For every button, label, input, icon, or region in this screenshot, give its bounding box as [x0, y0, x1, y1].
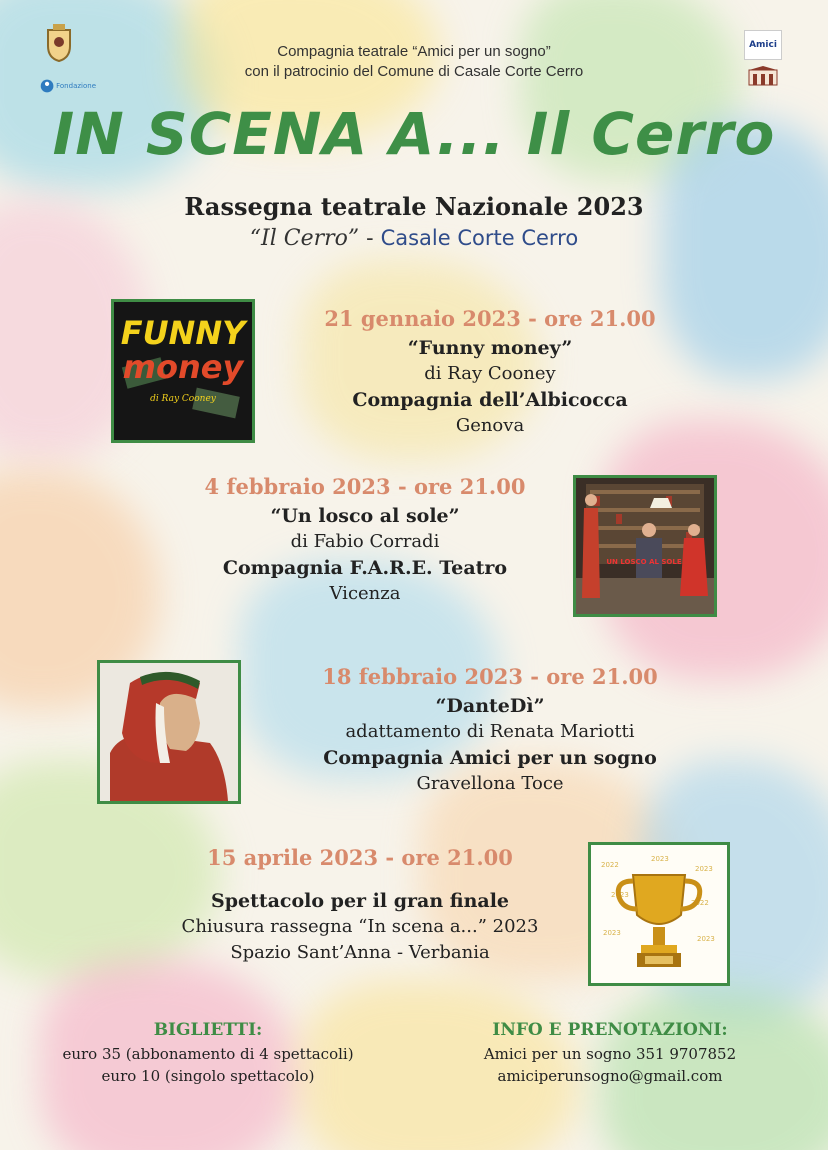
event-3 [300, 664, 680, 797]
funny-money-thumb-title [114, 316, 252, 384]
event-2-author: di Fabio Corradi [290, 531, 440, 552]
event-1 [300, 306, 680, 439]
main-title: IN SCENA A... Il Cerro [52, 100, 776, 168]
svg-text:2023: 2023 [603, 929, 621, 937]
header-line-2: con il patrocinio del Comune di Casale Corte Cerro [244, 63, 584, 80]
funny-word: FUNNY [120, 314, 246, 352]
event-2-date: 4 febbraio 2023 - ore 21.00 [204, 474, 526, 499]
event-4-venue: Spazio Sant’Anna - Verbania [230, 942, 490, 963]
header-credits [0, 42, 828, 82]
event-1-city: Genova [455, 415, 525, 436]
event-2-company: Compagnia F.A.R.E. Teatro [222, 557, 508, 579]
header-line-1: Compagnia teatrale “Amici per un sogno” [277, 43, 551, 60]
event-3-title: “DanteDì” [435, 695, 545, 717]
contact-email[interactable]: amiciperunsogno@gmail.com [497, 1067, 723, 1085]
event-4-title: Spettacolo per il gran finale [210, 890, 510, 912]
funny-money-poster-image [111, 299, 255, 443]
svg-text:2022: 2022 [601, 861, 619, 869]
venue-name: “Il Cerro” [249, 226, 360, 251]
trophy-image [588, 842, 730, 986]
un-losco-thumb-title: UN LOSCO AL SOLE [606, 558, 682, 566]
event-1-author: di Ray Cooney [424, 363, 556, 384]
event-3-author: adattamento di Renata Mariotti [345, 721, 635, 742]
event-3-date: 18 febbraio 2023 - ore 21.00 [322, 664, 658, 689]
tickets-line-1: euro 35 (abbonamento di 4 spettacoli) [62, 1045, 354, 1063]
event-1-company: Compagnia dell’Albicocca [352, 389, 628, 411]
event-3-city: Gravellona Toce [416, 773, 564, 794]
subtitle: Rassegna teatrale Nazionale 2023 [184, 192, 644, 221]
fondazione-label: Fondazione [56, 82, 96, 90]
event-1-title: “Funny money” [407, 337, 573, 359]
venue-place: Casale Corte Cerro [380, 226, 579, 250]
un-losco-al-sole-photo [573, 475, 717, 617]
svg-text:2023: 2023 [651, 855, 669, 863]
event-2 [175, 474, 555, 607]
venue [0, 226, 828, 251]
svg-text:2022: 2022 [691, 899, 709, 907]
funny-money-thumb-author: di Ray Cooney [150, 394, 216, 404]
info-heading: INFO E PRENOTAZIONI: [492, 1020, 728, 1040]
dante-portrait-image [97, 660, 241, 804]
event-1-date: 21 gennaio 2023 - ore 21.00 [324, 306, 656, 331]
event-2-city: Vicenza [329, 583, 401, 604]
tickets-info [0, 1043, 416, 1087]
amici-logo-label: Amici [749, 40, 777, 50]
contact-info [400, 1043, 820, 1087]
money-word: money [122, 348, 244, 386]
event-4 [170, 845, 550, 966]
event-3-company: Compagnia Amici per un sogno [323, 747, 657, 769]
svg-text:2023: 2023 [697, 935, 715, 943]
venue-separator: - [359, 226, 381, 251]
tickets-heading: BIGLIETTI: [153, 1020, 263, 1040]
svg-text:2023: 2023 [695, 865, 713, 873]
event-2-title: “Un losco al sole” [270, 505, 460, 527]
event-4-subtitle: Chiusura rassegna “In scena a...” 2023 [181, 916, 539, 937]
event-4-date: 15 aprile 2023 - ore 21.00 [207, 845, 513, 870]
tickets-line-2: euro 10 (singolo spettacolo) [101, 1067, 315, 1085]
contact-phone: Amici per un sogno 351 9707852 [483, 1045, 737, 1063]
svg-text:2023: 2023 [611, 891, 629, 899]
